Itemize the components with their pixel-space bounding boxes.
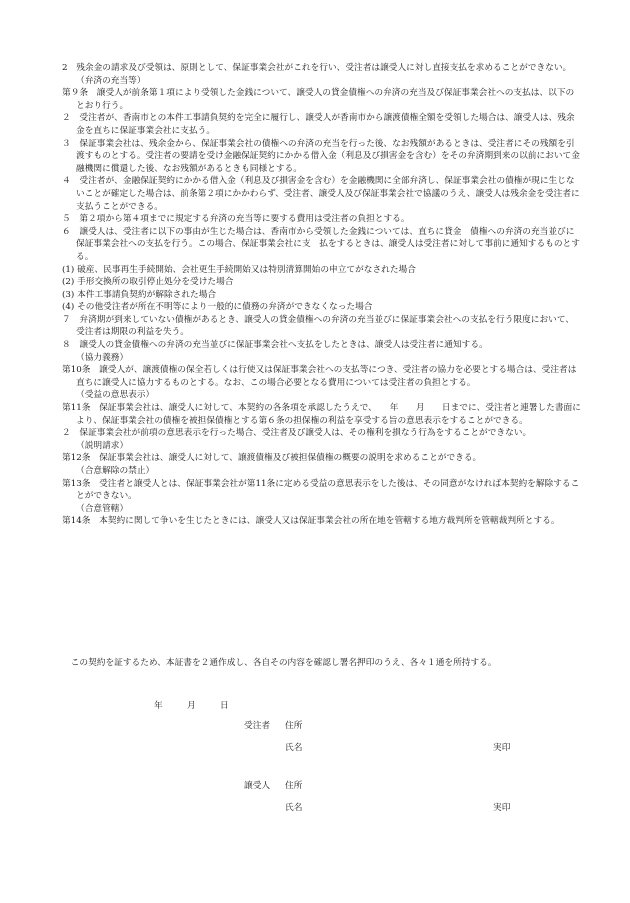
article-paragraph: ２ 受注者が、香南市との本件工事請負契約を完全に履行し、譲受人が香南市から譲渡債権全額を受領した場合は、譲受人は、残余金を直ちに保証事業会社に支払う。 (62, 113, 575, 136)
article-paragraph: 第10条 譲受人が、譲渡債権の保全若しくは行使又は保証事業会社への支払等につき、受注者の協力を必要とする場合は、受注者は直ちに譲受人に協力するものとする。なお、この場合必要となる費用については受注者の負担とする。 (62, 365, 577, 388)
article-paragraph: 第12条 保証事業会社は、譲受人に対して、譲渡債権及び被担保債権の概要の説明を求めることができる。 (62, 453, 482, 464)
assignee-seal-label: 実印 (493, 803, 511, 813)
list-item: (2) 手形交換所の取引停止処分を受けた場合 (62, 277, 234, 288)
article-paragraph: ３ 保証事業会社は、残余金から、保証事業会社の債権への弁済の充当を行った後、なお残額があるときは、受注者にその残額を引渡すものとする。受注者の要請を受け金融保証契約にかかる借入金（利息及び損害金を含む）をその弁済期到来の以前において金融機関に償還した後、なお残額があるときも同様とする。 (62, 138, 580, 174)
article-caption: （弁済の充当等） (76, 75, 146, 86)
date-year-label: 年 (154, 701, 163, 711)
list-item: (1) 破産、民事再生手続開始、会社更生手続開始又は特別清算開始の申立てがなされた場合 (62, 264, 416, 275)
contractor-seal-label: 実印 (493, 743, 511, 753)
article-paragraph: ７ 弁済期が到来していない債権があるとき、譲受人の貸金債権への弁済の充当並びに保証事業会社への支払を行う限度において、受注者は期限の利益を失う。 (62, 314, 575, 338)
closing-statement: この契約を証するため、本証書を２通作成し、各自その内容を確認し署名押印のうえ、各々１通を所持する。 (62, 657, 497, 668)
list-item: (4) その他受注者が所在不明等により一般的に債務の弁済ができなくなった場合 (62, 302, 373, 313)
date-day-label: 日 (220, 701, 229, 711)
article-paragraph: ５ 第２項から第４項までに規定する弁済の充当等に要する費用は受注者の負担とする。 (62, 214, 410, 225)
article-paragraph: 2 残余金の請求及び受領は、原則として、保証事業会社がこれを行い、受注者は譲受人に対し直接支払を求めることができない。 (62, 63, 572, 73)
article-caption: （合意管轄） (76, 503, 129, 514)
article-caption: （合意解除の禁止） (76, 466, 155, 476)
contract-body (62, 62, 582, 528)
article-paragraph: ４ 受注者が、金融保証契約にかかる借入金（利息及び損害金を含む）を金融機関に全部弁済し、保証事業会社の債権が現に生じないことが確定した場合は、前条第２項にかかわらず、受注者、譲受人及び保証事業会社で協議のうえ、譲受人は残余金を受注者に支払うことができる。 (62, 176, 580, 212)
article-paragraph: 第11条 保証事業会社は、譲受人に対して、本契約の各条項を承認したうえで、 年 月 日までに、受注者と連署した書面により、保証事業会社の債権を被担保債権とする第６条の担保権の利益を享受する旨の意思表示をすることができる。 (62, 403, 581, 426)
article-paragraph: ２ 保証事業会社が前項の意思表示を行った場合、受注者及び譲受人は、その権利を損なう行為をすることができない。 (62, 428, 532, 439)
contractor-role-label: 受注者 (244, 721, 271, 731)
assignee-name-label: 氏名 (285, 803, 303, 813)
contractor-address-label: 住所 (285, 721, 303, 731)
article-paragraph: 第13条 受注者と譲受人とは、保証事業会社が第11条に定める受益の意思表示をした後は、その同意がなければ本契約を解除することができない。 (62, 478, 580, 502)
article-caption: （協力義務） (76, 352, 129, 363)
assignee-role-label: 譲受人 (244, 781, 271, 791)
article-caption: （説明請求） (76, 440, 129, 451)
article-paragraph: 第９条 譲受人が前条第１項により受領した金銭について、譲受人の貸金債権への弁済の充当及び保証事業会社への支払は、以下のとおり行う。 (62, 88, 575, 111)
contractor-name-label: 氏名 (285, 743, 303, 753)
date-month-label: 月 (187, 701, 196, 711)
article-caption: （受益の意思表示） (76, 390, 155, 401)
article-paragraph: ６ 譲受人は、受注者に以下の事由が生じた場合は、香南市から受領した金銭については、直ちに貸金 債権への弁済の充当並びに保証事業会社への支払を行う。この場合、保証事業会社に支 払をするときは、譲受人は受注者に対して事前に通知するものとする。 (62, 226, 580, 262)
article-paragraph: ８ 譲受人の貸金債権への弁済の充当並びに保証事業会社へ支払をしたときは、譲受人は受注者に通知する。 (62, 340, 488, 351)
list-item: (3) 本件工事請負契約が解除された場合 (62, 289, 217, 300)
article-paragraph: 第14条 本契約に関して争いを生じたときには、譲受人又は保証事業会社の所在地を管轄する地方裁判所を管轄裁判所とする。 (62, 516, 560, 527)
assignee-address-label: 住所 (285, 781, 303, 791)
